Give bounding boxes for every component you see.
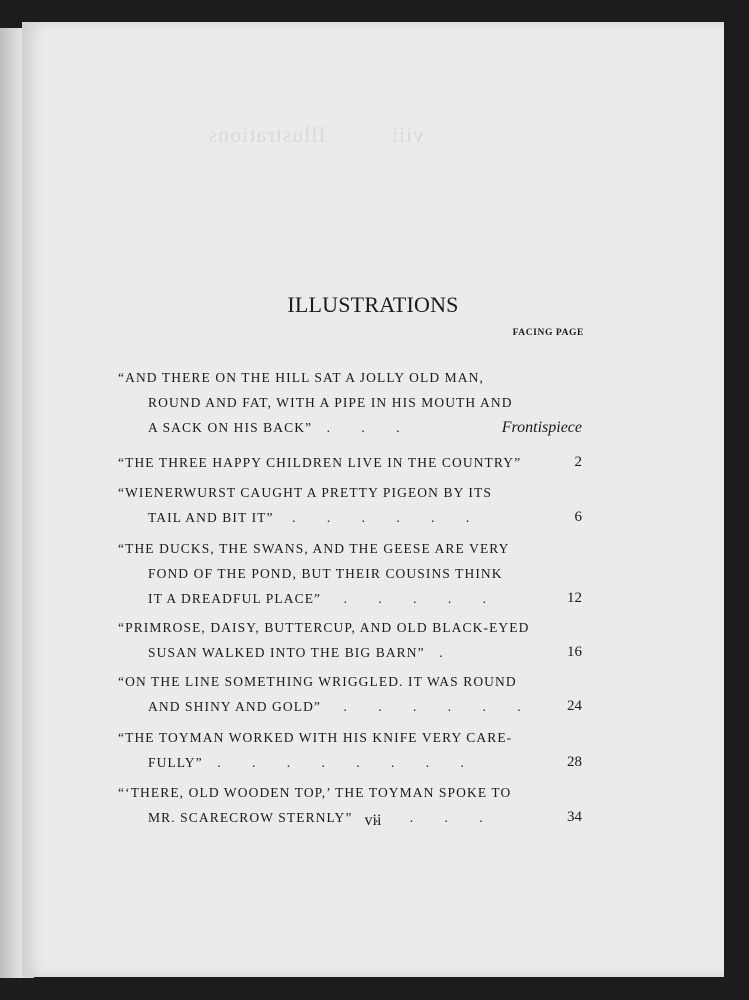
- entry-line: FULLY”: [148, 755, 203, 770]
- leader-dots: . . . . .: [343, 591, 500, 606]
- book-page: [22, 22, 724, 977]
- page-reference: 12: [567, 590, 582, 606]
- entry-line: “WIENERWURST CAUGHT A PRETTY PIGEON BY ITS: [118, 485, 492, 500]
- entry-line-with-page: [118, 450, 582, 475]
- facing-page-header: FACING PAGE: [512, 328, 584, 338]
- entry-line: TAIL AND BIT IT”: [148, 510, 274, 525]
- entry-line-with-page: [118, 694, 582, 719]
- page-number: vii: [364, 812, 382, 829]
- illustration-entry: [118, 725, 582, 775]
- entry-line-with-page: [118, 586, 582, 611]
- entry-line: “AND THERE ON THE HILL SAT A JOLLY OLD MAN,: [118, 370, 484, 385]
- illustration-entry: [118, 450, 582, 475]
- entry-line: AND SHINY AND GOLD”: [148, 699, 322, 714]
- illustration-entry: [118, 365, 582, 440]
- page-reference: 6: [574, 509, 582, 525]
- leader-dots: . . . . . . . .: [217, 755, 478, 770]
- illustration-entry: [118, 615, 582, 665]
- illustration-entry: [118, 536, 582, 611]
- page-reference: 28: [567, 754, 582, 770]
- page-reference: 24: [567, 698, 582, 714]
- page-reference: 34: [567, 809, 582, 825]
- illustration-entry: [118, 480, 582, 530]
- leader-dots: . . . . . .: [292, 510, 484, 525]
- leader-dots: . . .: [326, 420, 414, 435]
- entry-line: “PRIMROSE, DAISY, BUTTERCUP, AND OLD BLACK-EYED: [118, 620, 530, 635]
- entry-line: SUSAN WALKED INTO THE BIG BARN”: [148, 645, 425, 660]
- entry-line: “THE DUCKS, THE SWANS, AND THE GEESE ARE VERY: [118, 541, 510, 556]
- page-reference: 16: [567, 644, 582, 660]
- page-reference: 2: [574, 454, 582, 470]
- entry-line: A SACK ON HIS BACK”: [148, 420, 313, 435]
- entry-line-with-page: [118, 415, 582, 440]
- entry-line: ROUND AND FAT, WITH A PIPE IN HIS MOUTH AND: [148, 395, 513, 410]
- page-title: ILLUSTRATIONS: [287, 292, 459, 317]
- entry-line: “‘THERE, OLD WOODEN TOP,’ THE TOYMAN SPOKE TO: [118, 785, 512, 800]
- entry-line-with-page: [118, 750, 582, 775]
- illustrations-list-page: [22, 22, 724, 977]
- leader-dots: . . . .: [374, 810, 497, 825]
- entry-line: MR. SCARECROW STERNLY”: [148, 810, 353, 825]
- entry-line: IT A DREADFUL PLACE”: [148, 591, 322, 606]
- entry-line: “THE THREE HAPPY CHILDREN LIVE IN THE COUNTRY”: [118, 455, 522, 470]
- leader-dots: .: [439, 645, 457, 660]
- entry-line: FOND OF THE POND, BUT THEIR COUSINS THINK: [148, 566, 503, 581]
- entry-line-with-page: [118, 505, 582, 530]
- show-through-text: viii Illustrations: [207, 122, 424, 147]
- leader-dots: . . . . . .: [343, 699, 535, 714]
- entry-line: “THE TOYMAN WORKED WITH HIS KNIFE VERY CARE-: [118, 730, 513, 745]
- entry-line-with-page: [118, 640, 582, 665]
- illustration-entry: [118, 669, 582, 719]
- entry-line: “ON THE LINE SOMETHING WRIGGLED. IT WAS ROUND: [118, 674, 517, 689]
- page-reference: Frontispiece: [501, 419, 582, 436]
